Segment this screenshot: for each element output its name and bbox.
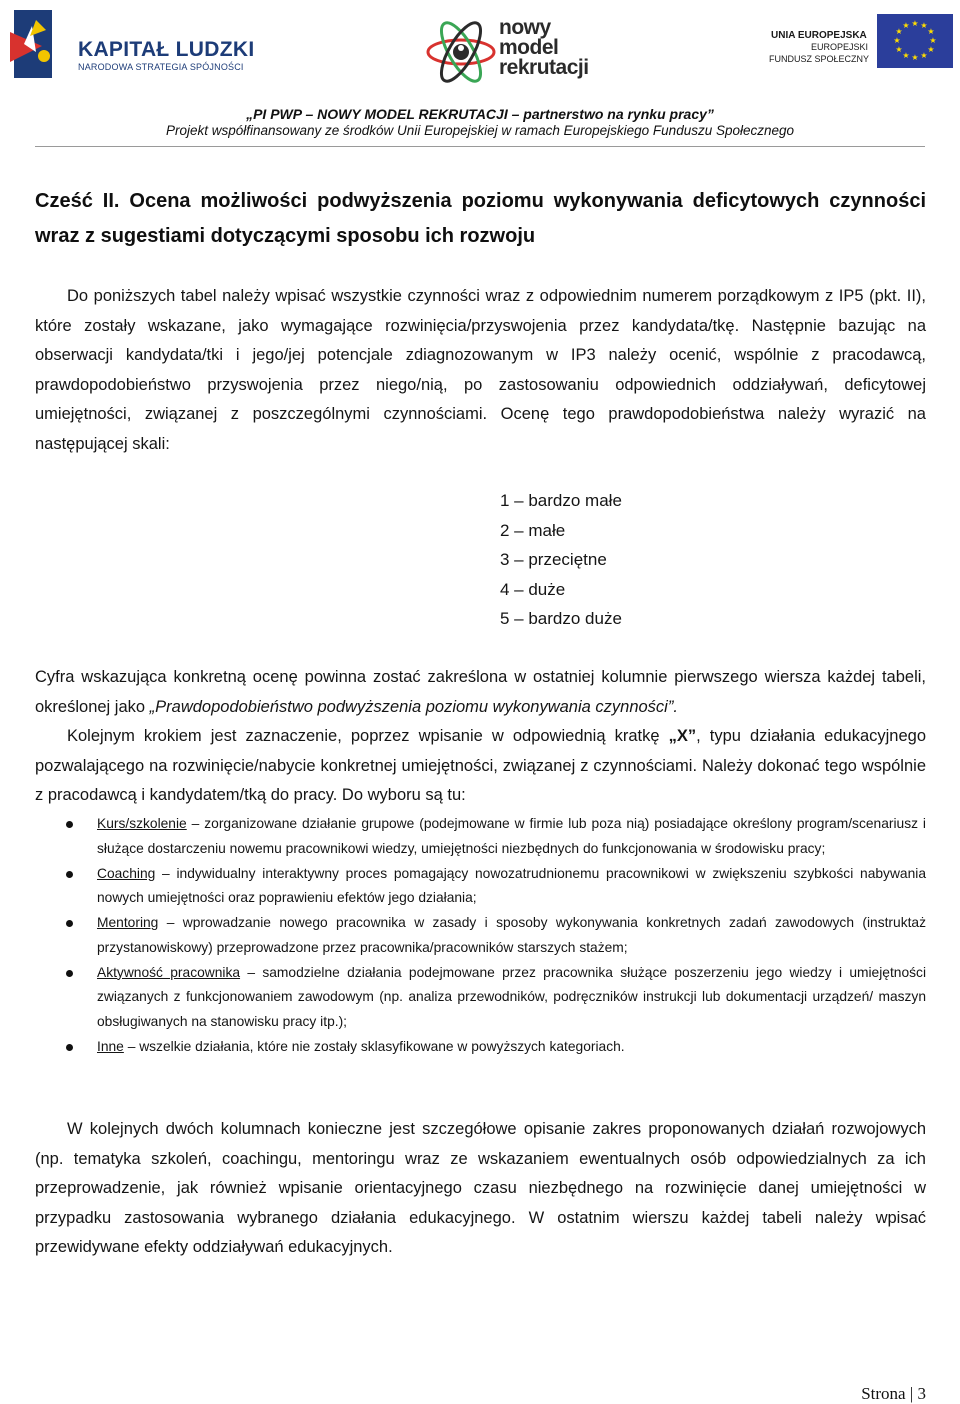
svg-text:★: ★ — [927, 27, 935, 36]
svg-text:★: ★ — [920, 21, 928, 30]
kolejnym-paragraph — [35, 722, 926, 811]
page-number: Strona | 3 — [861, 1384, 926, 1403]
scale-item: 5 – bardzo duże — [500, 609, 622, 628]
cyfra-paragraph — [35, 663, 926, 722]
kapital-ludzki-subtitle: NARODOWA STRATEGIA SPÓJNOŚCI — [78, 62, 244, 72]
nowy-model-rekrutacji-logo — [425, 14, 595, 94]
list-item — [35, 911, 926, 960]
eu-efs-logo — [765, 14, 955, 80]
cyfra-text: Cyfra wskazująca konkretną ocenę powinna zostać zakreślona w ostatniej kolumnie pierwszego wiersza każdej tabeli, określonej jako — [35, 668, 926, 716]
list-item-term: Aktywność pracownika — [97, 964, 241, 980]
list-item — [35, 812, 926, 861]
project-subtitle: Projekt współfinansowany ze środków Unii Europejskiej w ramach Europejskiego Funduszu Społecznego — [165, 123, 795, 138]
bullet-icon — [66, 821, 73, 828]
bullet-icon — [66, 871, 73, 878]
kolejnym-text: Kolejnym krokiem jest zaznaczenie, poprzez wpisanie w odpowiednią kratkę — [67, 727, 669, 745]
list-item — [35, 862, 926, 911]
svg-text:★: ★ — [911, 19, 919, 28]
svg-text:★: ★ — [895, 45, 903, 54]
list-item-term: Inne — [97, 1038, 124, 1054]
list-item-desc: – zorganizowane działanie grupowe (podejmowane w firmie lub poza nią) posiadające określony program/scenariusz i służące dostarczeniu nowemu pracownikowi wiedzy, umiejętności niezbędnych do funkcjonowania w środowisku pracy; — [97, 816, 926, 856]
bullet-icon — [66, 1044, 73, 1051]
cyfra-italic-text: „Prawdopodobieństwo podwyższenia poziomu wykonywania czynności”. — [149, 697, 678, 716]
svg-text:★: ★ — [902, 51, 910, 60]
bullet-icon — [66, 970, 73, 977]
list-item-term: Coaching — [97, 865, 156, 881]
svg-text:★: ★ — [911, 53, 919, 62]
atom-icon — [425, 16, 497, 88]
x-mark-text: „X” — [668, 727, 697, 745]
kolejnym-text-end: , typu działania edukacyjnego pozwalającego na rozwinięcie/nabycie konkretnej umiejętności, związanej z czynnościami. Należy dokonać tego wspólnie z pracodawcą i kandydatem/tką do pracy. Do wyboru są tu: — [35, 727, 927, 804]
education-types-list — [35, 812, 926, 1060]
kapital-ludzki-emblem-icon — [6, 6, 70, 86]
kolejnych-paragraph: W kolejnych dwóch kolumnach konieczne jest szczegółowe opisanie zakres proponowanych działań rozwojowych (np. tematyka szkoleń, coachingu, mentoringu wraz ze wskazaniem ewentualnych osób odpowiedzialnych za ich przeprowadzenie, jak również wpisanie orientacyjnego czasu niezbędnego na rozwinięcie danej umiejętności w przypadku zastosowania wybranego działania edukacyjnego. W ostatnim wierszu każdej tabeli należy wpisać przewidywane efekty oddziaływań edukacyjnych. — [35, 1120, 926, 1256]
list-item — [35, 1035, 926, 1060]
kapital-ludzki-logo — [6, 6, 266, 86]
list-item-term: Kurs/szkolenie — [97, 816, 187, 831]
bullet-icon — [66, 920, 73, 927]
kapital-ludzki-title: KAPITAŁ LUDZKI — [78, 38, 255, 61]
svg-text:★: ★ — [895, 27, 903, 36]
scale-item: 3 – przeciętne — [500, 550, 607, 569]
svg-text:★: ★ — [927, 45, 935, 54]
eu-fund-label-1: EUROPEJSKI — [811, 42, 869, 52]
list-item-desc: – samodzielne działania podejmowane przez pracownika służące poszerzeniu jego wiedzy i umiejętności związanych z funkcjonowaniem zawodowym (np. analiza przewodników, podręczników instrukcji lub dokumentacji urządzeń/ maszyn obsługiwanych na stanowisku pracy itp.); — [97, 964, 927, 1029]
eu-fund-label-2: FUNDUSZ SPOŁECZNY — [769, 54, 870, 64]
intro-paragraph: Do poniższych tabel należy wpisać wszystkie czynności wraz z odpowiednim numerem porządkowym z IP5 (pkt. II), które zostały wskazane, jako wymagające rozwinięcia/przyswojenia przez kandydata/tkę. Następnie bazując na obserwacji kandydata/tki i jego/jej potencjale zdiagnozowanym w IP3 należy ocenić, wspólnie z pracodawcą, prawdopodobieństwo przyswojenia przez niego/nią, po zastosowaniu odpowiednich oddziaływań, deficytowej umiejętności, związanej z poszczególnymi czynnościami. Ocenę tego prawdopodobieństwa należy wyrazić na następującej skali: — [35, 287, 926, 453]
svg-text:★: ★ — [920, 51, 928, 60]
header-divider — [35, 146, 925, 147]
list-item-desc: – indywidualny interaktywny proces pomagający nowozatrudnionemu pracownikowi w zwiększeniu szybkości nabywania nowych umiejętności oraz poprawieniu efektów jego działania; — [97, 865, 926, 906]
list-item-term: Mentoring — [97, 915, 159, 931]
scale-item: 1 – bardzo małe — [500, 491, 622, 510]
nmr-word-rekrutacji: rekrutacji — [499, 56, 589, 79]
list-item-desc: – wszelkie działania, które nie zostały sklasyfikowane w powyższych kategoriach. — [123, 1038, 625, 1054]
svg-text:★: ★ — [902, 21, 910, 30]
nmr-word-nowy: nowy — [499, 16, 551, 39]
project-title: „PI PWP – NOWY MODEL REKRUTACJI – partnerstwo na rynku pracy” — [246, 106, 714, 122]
scale-item: 4 – duże — [500, 579, 566, 599]
probability-scale — [500, 486, 622, 634]
page-header — [0, 0, 960, 150]
svg-text:★: ★ — [893, 36, 901, 45]
nmr-word-model: model — [499, 36, 559, 59]
scale-item: 2 – małe — [500, 520, 566, 540]
list-item-desc: – wprowadzanie nowego pracownika w zasady i sposoby wykonywania konkretnych zadań zawodowych (instruktaż przystanowiskowy) przeprowadzone przez pracownika/pracowników starszych stażem; — [97, 915, 926, 955]
svg-text:★: ★ — [929, 36, 937, 45]
eu-union-label: UNIA EUROPEJSKA — [771, 30, 867, 41]
section-heading: Cześć II. Ocena możliwości podwyższenia poziomu wykonywania deficytowych czynności wraz z sugestiami dotyczącymi sposobu ich rozwoju — [35, 190, 926, 247]
list-item — [35, 961, 926, 1035]
eu-flag-icon — [877, 14, 953, 68]
